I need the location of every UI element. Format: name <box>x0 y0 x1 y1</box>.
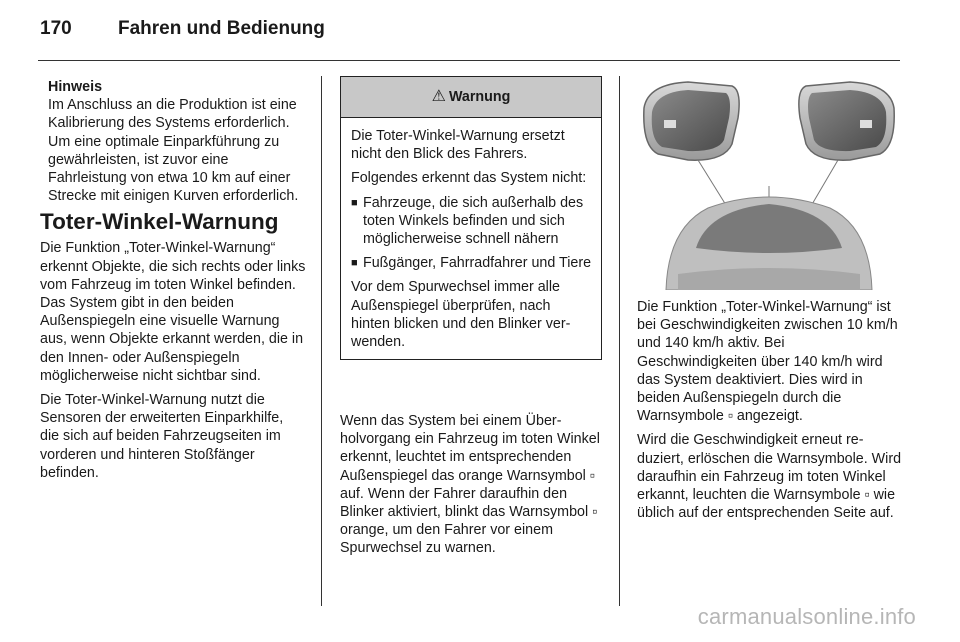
sensor-paragraph: Die Toter-Winkel-Warnung nutzt die Sensoren der erweiterten Einparkhilfe, die sich auf beiden Fahrzeugseiten im vorderen und hinteren Stoßfänger befinden. <box>40 392 284 481</box>
blind-spot-mirror-illustration <box>638 78 900 290</box>
column-right <box>637 298 903 528</box>
warning-bullet <box>351 254 593 272</box>
bullet-square-icon: ■ <box>351 196 358 209</box>
watermark: carmanualsonline.info <box>697 604 916 629</box>
column-left <box>40 78 306 488</box>
warning-header <box>341 77 601 118</box>
warning-title: Warnung <box>448 88 511 105</box>
section-title: Toter-Winkel-Warnung <box>40 209 279 235</box>
speed-paragraph: Die Funktion „Toter-Winkel-Warnung“ ist bei Geschwindigkeiten zwischen 10 km/h und 140 km/h aktiv. Bei Geschwindigkeiten über 140 km/h wird das System deaktiviert. Dies wird in beiden Außenspiegeln durch die Warnsymbole ▫︎ angezeigt. <box>637 299 898 425</box>
reactivation-paragraph: Wird die Geschwindigkeit erneut reduziert, erlöschen die Warnsymbole. Wird daraufhin ein Fahrzeug im toten Winkel erkannt, leuchten die Warnsymbole ▫︎ wie üblich auf der entsprechenden Seite auf. <box>637 432 902 522</box>
page-number: 170 <box>40 18 72 39</box>
left-mirror-glass <box>652 90 730 151</box>
column-separator-left <box>321 76 322 606</box>
column-separator-right <box>619 76 620 606</box>
bullet-square-icon: ■ <box>351 257 358 270</box>
warning-triangle-icon: ⚠ <box>431 87 446 105</box>
warning-bullet <box>351 194 593 249</box>
overtake-paragraph: Wenn das System bei einem Überholvorgang ein Fahrzeug im toten Winkel erkennt, leuchtet im entsprechenden Außenspiegel das orange Warnsymbol ▫︎ auf. Wenn der Fahrer daraufhin den Blinker aktiviert, blinkt das Warnsymbol ▫︎ orange, um den Fahrer vor einem Spurwechsel zu warnen. <box>340 413 600 557</box>
bullet-text: Fahrzeuge, die sich außerhalb des toten Winkels befinden und sich möglicherweise schnell nähern <box>363 194 584 248</box>
page-header <box>40 18 325 40</box>
right-mirror-glass <box>808 90 886 151</box>
intro-paragraph: Die Funktion „Toter-Winkel-Warnung“ erkennt Objekte, die sich rechts oder links vom Fahrzeug im toten Winkel befinden. Das System gibt in den beiden Außenspiegeln eine visuelle Warnung aus, wenn Objekte erkannt werden, die in den Innen- oder Außenspiegeln möglicherweise nicht sichtbar sind. <box>40 240 306 384</box>
note-title: Hinweis <box>48 79 103 95</box>
note-block <box>40 78 306 205</box>
chapter-title: Fahren und Bedienung <box>118 18 325 39</box>
warning-paragraph-3: Vor dem Spurwechsel immer alle Außenspiegel überprüfen, nach hinten blicken und den Blinker verwenden. <box>351 279 571 351</box>
warning-body <box>341 118 601 359</box>
warning-box <box>340 76 602 360</box>
warning-paragraph-1: Die Toter-Winkel-Warnung ersetzt nicht den Blick des Fahrers. <box>351 128 565 163</box>
bullet-text: Fußgänger, Fahrradfahrer und Tiere <box>363 255 592 272</box>
header-rule <box>38 60 900 61</box>
right-warning-symbol-icon <box>860 120 872 128</box>
warning-paragraph-2: Folgendes erkennt das System nicht: <box>351 170 587 187</box>
left-warning-symbol-icon <box>664 120 676 128</box>
column-middle <box>340 412 602 564</box>
note-text: Im Anschluss an die Produktion ist eine Kalibrierung des Systems erforderlich. Um eine optimale Einparkführung zu gewährleisten, ist zuvor eine Fahrleistung von etwa 10 km auf einer Strecke mit einigen Kurven erforderlich. <box>48 97 299 205</box>
